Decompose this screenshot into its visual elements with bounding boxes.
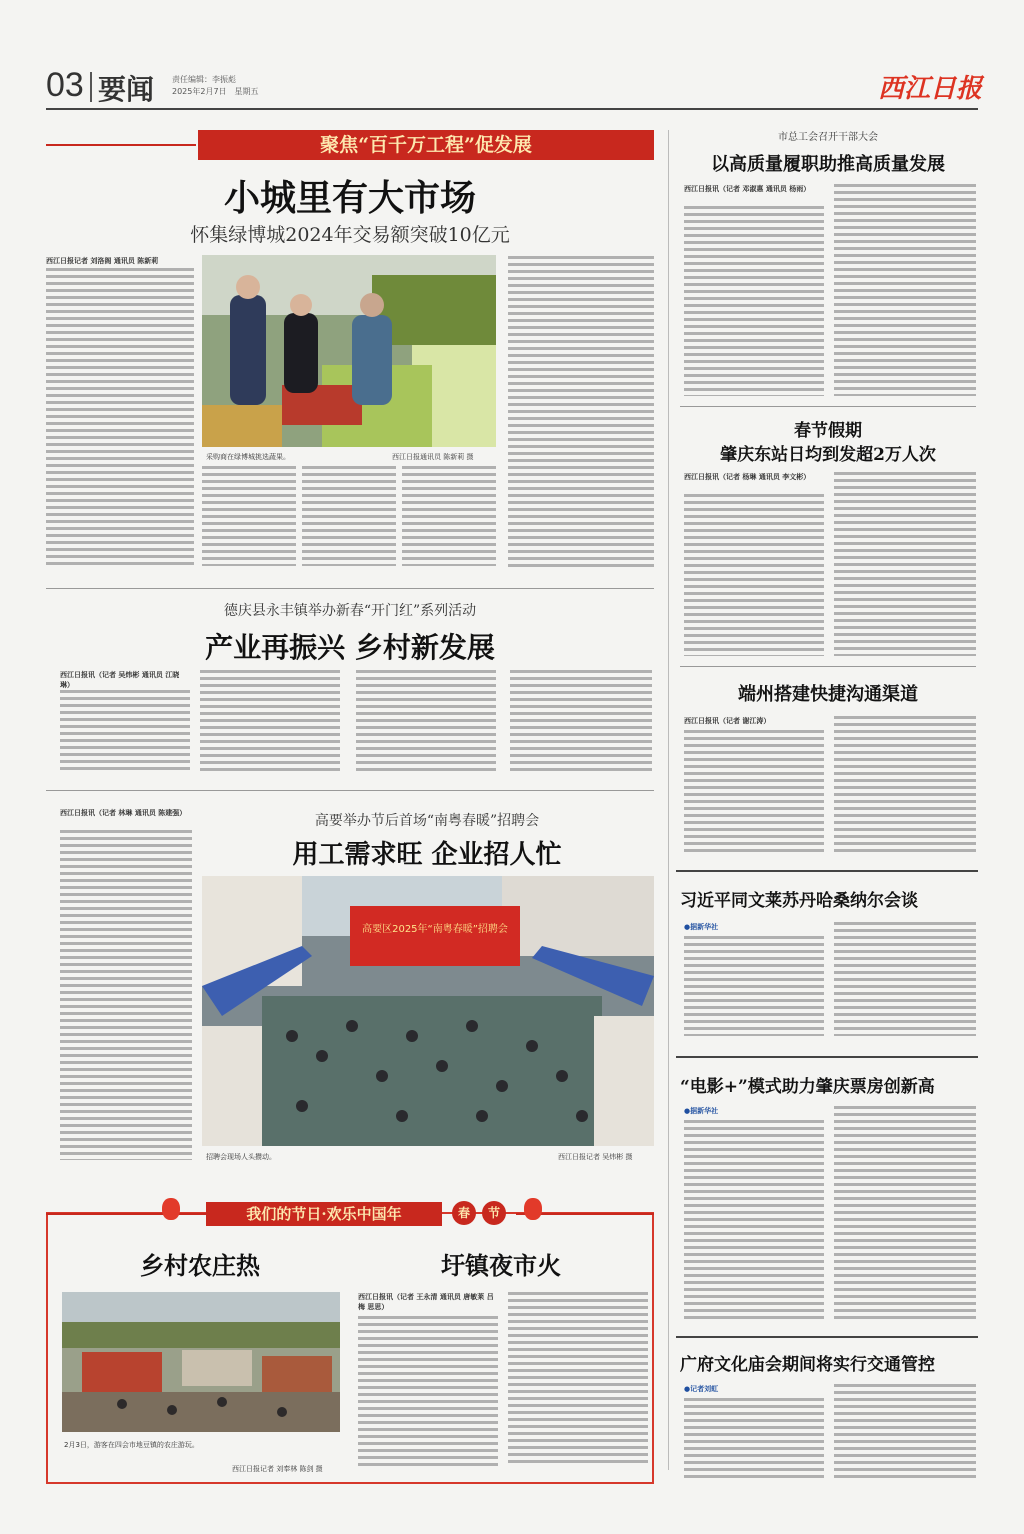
r3-text-col2	[834, 716, 976, 852]
r6-text-col1	[684, 1398, 824, 1480]
r4-title: 习近平同文莱苏丹哈桑纳尔会谈	[680, 891, 918, 911]
lead-photo	[202, 255, 496, 447]
column-divider	[668, 130, 669, 1470]
story3-kicker: 高要举办节后首场“南粤春暖”招聘会	[314, 813, 540, 829]
r2-title-b: 肇庆东站日均到发超2万人次	[720, 445, 936, 465]
festival-left-title: 乡村农庄热	[140, 1251, 260, 1280]
lead-text-col4	[402, 466, 496, 566]
story2-title: 产业再振兴 乡村新发展	[205, 631, 495, 664]
festival-right-title: 圩镇夜市火	[441, 1251, 561, 1280]
lead-banner: 聚焦“百千万工程”促发展	[198, 130, 654, 160]
r2-text-col1	[684, 494, 824, 656]
lead-byline: 西江日报记者 刘洛阁 通讯员 陈新莉	[46, 257, 159, 265]
right-divider-3	[676, 870, 978, 872]
date-line: 2025年2月7日 星期五	[172, 87, 259, 96]
story2-text-col4	[510, 670, 652, 774]
story3-photo	[202, 876, 654, 1146]
r5-byline: ●据新华社	[684, 1107, 719, 1115]
masthead-rule	[46, 108, 978, 110]
festival-left-photo	[62, 1292, 340, 1432]
festival-right-text-col1	[358, 1316, 498, 1466]
story2-byline: 西江日报讯（记者 吴炜彬 通讯员 江晓琳）	[60, 671, 180, 689]
story3-photo-credit: 西江日报记者 吴炜彬 摄	[558, 1153, 633, 1161]
section-title: 要闻	[98, 73, 155, 106]
festival-tag-festival: 节	[482, 1201, 506, 1225]
lead-photo-credit: 西江日报通讯员 陈新莉 摄	[392, 453, 474, 461]
right-divider-1	[680, 406, 976, 407]
lead-text-col3	[302, 466, 396, 566]
newspaper-logo: 西江日报	[878, 74, 983, 104]
story3-text-col	[60, 830, 192, 1160]
lantern-icon	[162, 1198, 180, 1220]
r4-text-col1	[684, 936, 824, 1036]
r3-title: 端州搭建快捷沟通渠道	[738, 684, 918, 705]
festival-line-left	[46, 1213, 206, 1215]
lead-photo-caption: 采购商在绿博城挑选蔬果。	[206, 453, 290, 461]
story2-text-col1	[60, 690, 190, 774]
story2-text-col3	[356, 670, 496, 774]
right-divider-4	[676, 1056, 978, 1058]
r5-title: “电影+”模式助力肇庆票房创新高	[680, 1077, 935, 1097]
r2-title-a: 春节假期	[794, 421, 862, 441]
photo-sign-text: 高要区2025年“南粤春暖”招聘会	[362, 924, 508, 935]
right-divider-2	[680, 666, 976, 667]
r3-text-col1	[684, 730, 824, 852]
story3-title: 用工需求旺 企业招人忙	[292, 840, 562, 870]
lead-subtitle: 怀集绿博城2024年交易额突破10亿元	[190, 224, 510, 246]
page-number: 03	[46, 66, 84, 104]
r1-kicker: 市总工会召开干部大会	[778, 132, 878, 143]
r4-byline: ●据新华社	[684, 923, 719, 931]
festival-left-caption: 2月3日，游客在四会市地豆镇的农庄游玩。	[64, 1441, 199, 1449]
right-divider-5	[676, 1336, 978, 1338]
lead-text-col1	[46, 268, 194, 568]
r4-text-col2	[834, 922, 976, 1036]
festival-right-text-col2	[508, 1292, 648, 1466]
festival-tag-spring: 春	[452, 1201, 476, 1225]
divider-2	[46, 790, 654, 791]
r6-text-col2	[834, 1384, 976, 1480]
r3-byline: 西江日报讯（记者 谢江涛）	[684, 717, 771, 725]
r1-text-col1	[684, 206, 824, 396]
r5-text-col1	[684, 1120, 824, 1320]
lead-title: 小城里有大市场	[223, 177, 476, 219]
r5-text-col2	[834, 1106, 976, 1320]
r1-byline: 西江日报讯（记者 邓淑惠 通讯员 杨雨）	[684, 185, 811, 193]
lead-text-col5	[508, 256, 654, 568]
festival-left-credit: 西江日报记者 刘奉林 陈剑 摄	[232, 1465, 323, 1473]
editor-line: 责任编辑：李振彪	[172, 75, 236, 84]
banner-line-left	[46, 144, 196, 146]
r1-text-col2	[834, 184, 976, 396]
masthead-divider	[90, 72, 92, 102]
r2-byline: 西江日报讯（记者 杨琳 通讯员 李文彬）	[684, 473, 811, 481]
story3-photo-caption: 招聘会现场人头攒动。	[206, 1153, 276, 1161]
divider-1	[46, 588, 654, 589]
masthead-meta	[172, 74, 259, 98]
lead-text-col2	[202, 466, 296, 566]
r6-byline: ●记者刘虹	[684, 1385, 719, 1393]
story2-kicker: 德庆县永丰镇举办新春“开门红”系列活动	[223, 603, 477, 619]
r6-title: 广府文化庙会期间将实行交通管控	[680, 1355, 935, 1375]
story3-byline: 西江日报讯（记者 林琳 通讯员 陈建强）	[60, 809, 187, 817]
festival-right-byline: 西江日报讯（记者 王永清 通讯员 唐敏莱 吕梅 思思）	[358, 1293, 494, 1311]
r1-title: 以高质量履职助推高质量发展	[711, 154, 945, 175]
story2-text-col2	[200, 670, 340, 774]
r2-text-col2	[834, 472, 976, 656]
festival-banner: 我们的节日·欢乐中国年	[206, 1202, 442, 1226]
lantern-icon	[524, 1198, 542, 1220]
